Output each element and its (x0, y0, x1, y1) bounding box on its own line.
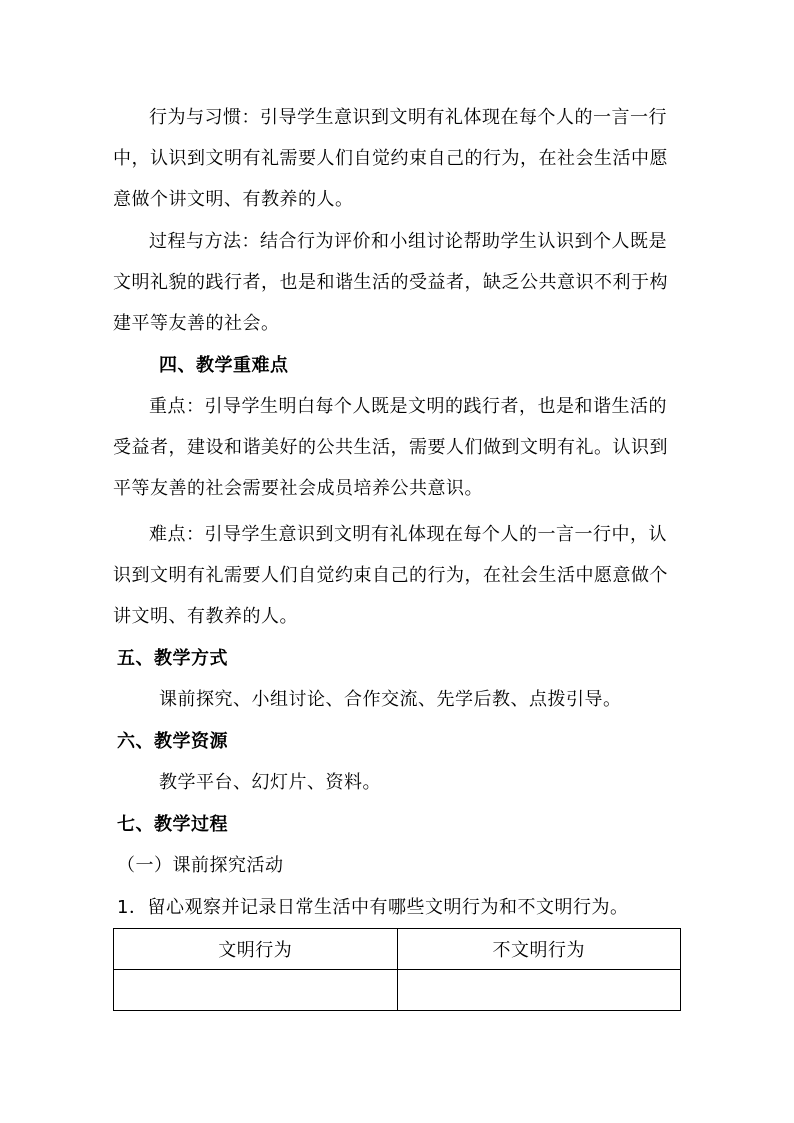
heading-key-difficult-points: 四、教学重难点 (159, 355, 289, 376)
heading-teaching-methods: 五、教学方式 (117, 648, 228, 669)
table-header-uncivilized: 不文明行为 (397, 929, 681, 970)
table-cell-uncivilized[interactable] (397, 970, 681, 1011)
teaching-methods-text: 课前探究、小组讨论、合作交流、先学后教、点拨引导。 (159, 689, 622, 710)
heading-teaching-process: 七、教学过程 (117, 814, 228, 835)
paragraph-behavior-habits: 行为与习惯：引导学生意识到文明有礼体现在每个人的一言一行中，认识到文明有礼需要人们自觉约束自己的行为，在社会生活中愿意做个讲文明、有教养的人。 (113, 107, 668, 210)
heading-teaching-resources: 六、教学资源 (117, 731, 228, 752)
table-header-row (114, 929, 681, 970)
behavior-record-table (113, 928, 681, 1011)
table-header-civilized: 文明行为 (114, 929, 398, 970)
paragraph-key-point: 重点：引导学生明白每个人既是文明的践行者，也是和谐生活的受益者，建设和谐美好的公共生活，需要人们做到文明有礼。认识到平等友善的社会需要社会成员培养公共意识。 (113, 396, 668, 499)
table-row (114, 970, 681, 1011)
paragraph-difficult-point: 难点：引导学生意识到文明有礼体现在每个人的一言一行中，认识到文明有礼需要人们自觉约束自己的行为，在社会生活中愿意做个讲文明、有教养的人。 (113, 524, 668, 627)
paragraph-process-method: 过程与方法：结合行为评价和小组讨论帮助学生认识到个人既是文明礼貌的践行者，也是和谐生活的受益者，缺乏公共意识不利于构建平等友善的社会。 (113, 231, 668, 334)
table-cell-civilized[interactable] (114, 970, 398, 1011)
teaching-resources-text: 教学平台、幻灯片、资料。 (159, 772, 381, 793)
list-item-observe-record: 1．留心观察并记录日常生活中有哪些文明行为和不文明行为。 (117, 897, 629, 918)
subheading-pre-class-activity: （一）课前探究活动 (117, 855, 284, 876)
